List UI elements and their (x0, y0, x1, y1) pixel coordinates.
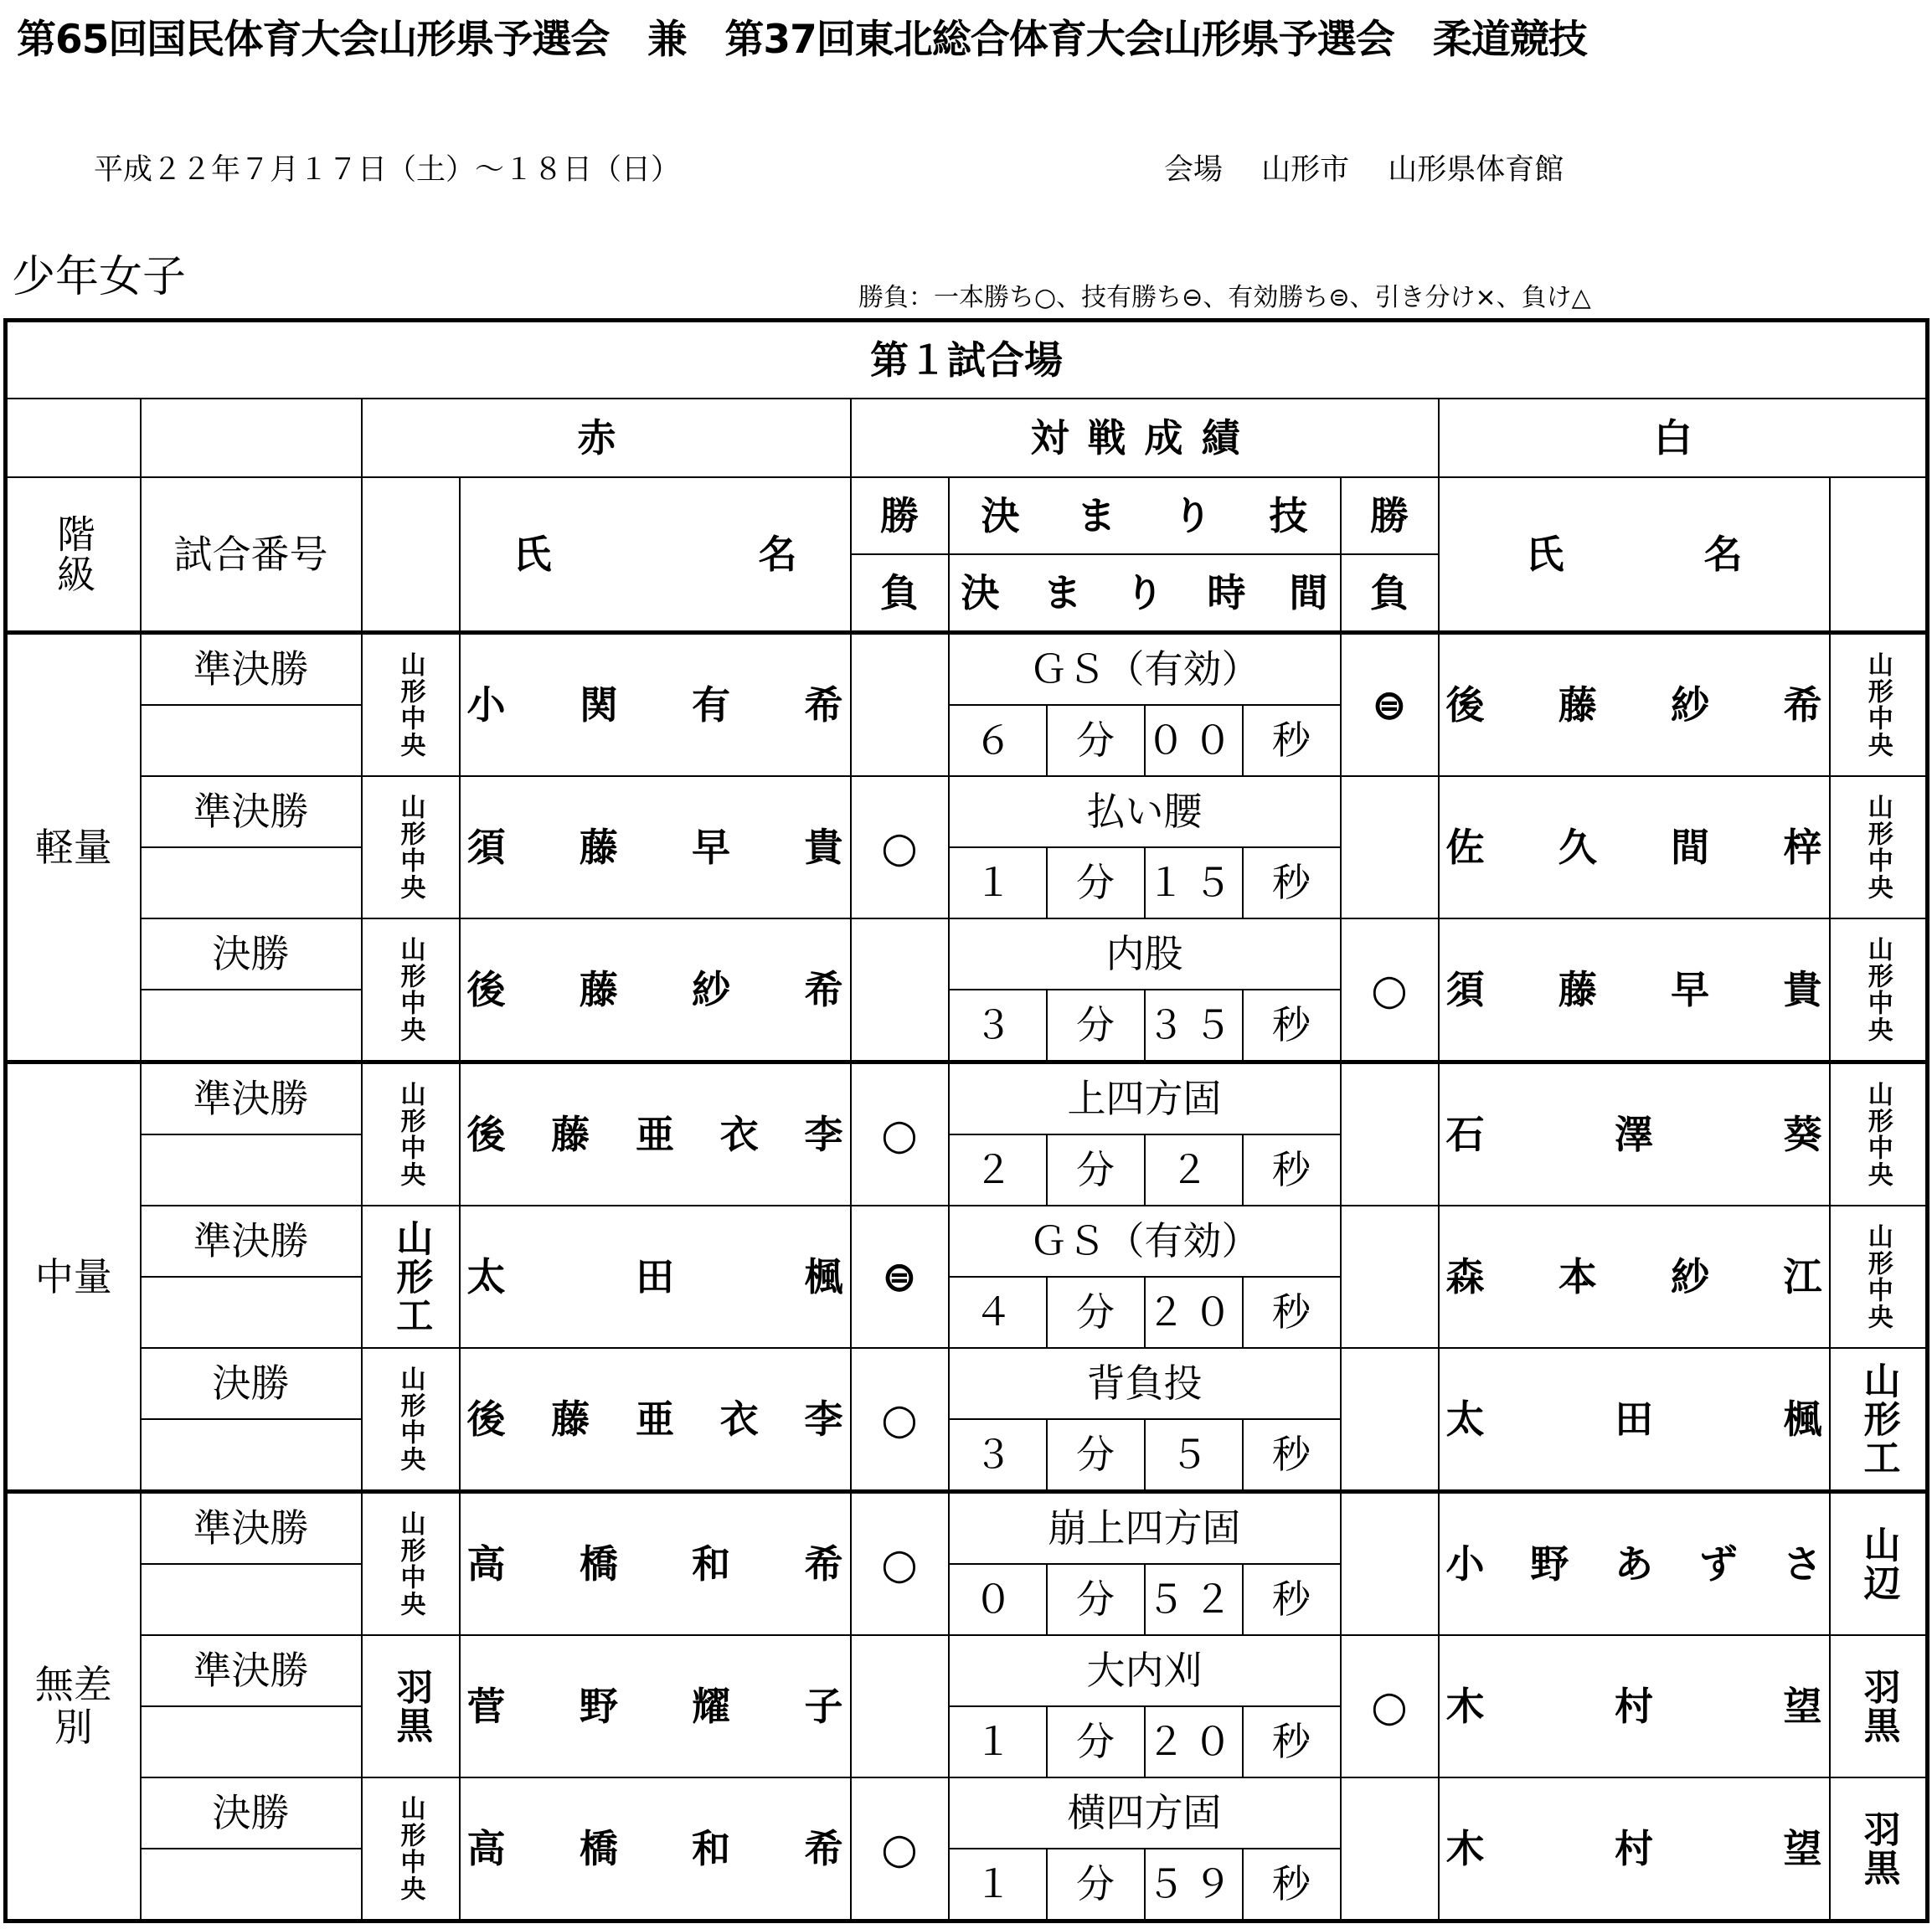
name-char: 間 (1671, 824, 1710, 870)
category-title: 少年女子 (12, 252, 187, 302)
col-red-lose-header: 負 (851, 554, 949, 633)
club-name: 山形中央 (395, 794, 425, 901)
time-sec-unit: 秒 (1243, 990, 1341, 1062)
event-venue: 会場 山形市 山形県体育館 (1164, 153, 1564, 187)
col-white-lose-header: 負 (1341, 554, 1439, 633)
name-char: 木 (1445, 1825, 1485, 1871)
side-red-label: 赤 (362, 399, 851, 477)
time-minutes: ２ (949, 1134, 1047, 1206)
time-min-unit: 分 (1047, 1134, 1145, 1206)
time-min-unit: 分 (1047, 847, 1145, 918)
club-cell (1830, 1635, 1928, 1777)
match-round: 準決勝 (141, 776, 362, 847)
name-char: 後 (466, 1111, 506, 1157)
results-table (3, 318, 1929, 1923)
time-min-unit: 分 (1047, 705, 1145, 776)
match-round-blank (141, 990, 362, 1062)
match-row (6, 1206, 1928, 1277)
name-char: 江 (1783, 1253, 1822, 1299)
col-technique-char: ま (1077, 492, 1116, 538)
blank-cell (6, 399, 141, 477)
time-seconds: １５ (1145, 847, 1243, 918)
time-minutes: ４ (949, 1277, 1047, 1348)
white-result-mark (1341, 776, 1439, 918)
name-char: 楓 (1783, 1396, 1822, 1442)
club-cell (362, 1635, 460, 1777)
red-player-name (460, 1635, 851, 1777)
name-char: 村 (1615, 1683, 1653, 1729)
time-min-unit: 分 (1047, 1277, 1145, 1348)
white-player-name (1439, 1206, 1830, 1348)
name-char: 和 (692, 1541, 731, 1587)
red-player-name (460, 1492, 851, 1636)
red-result-mark: ⊜ (851, 1206, 949, 1348)
club-cell (362, 1206, 460, 1348)
white-player-name (1439, 918, 1830, 1062)
col-red-name-header (460, 477, 851, 633)
court-header-row (6, 321, 1928, 399)
match-row (6, 1348, 1928, 1419)
col-name-char: 名 (758, 531, 797, 577)
red-player-name (460, 1206, 851, 1348)
white-result-mark (1341, 1492, 1439, 1636)
time-min-unit: 分 (1047, 1564, 1145, 1635)
time-sec-unit: 秒 (1243, 705, 1341, 776)
club-cell (362, 1348, 460, 1492)
name-char: 太 (466, 1253, 506, 1299)
name-char: 衣 (719, 1396, 759, 1442)
blank-cell (362, 477, 460, 633)
club-name: 山形中央 (1862, 1081, 1893, 1188)
name-char: 李 (804, 1111, 843, 1157)
name-char: 高 (466, 1541, 506, 1587)
col-name-char: 氏 (513, 531, 552, 577)
time-seconds: ５９ (1145, 1849, 1243, 1921)
name-char: 久 (1558, 824, 1597, 870)
red-player-name (460, 1348, 851, 1492)
name-char: ず (1698, 1541, 1738, 1587)
name-char: 子 (804, 1683, 843, 1729)
match-row (6, 776, 1928, 847)
name-char: 望 (1783, 1825, 1822, 1871)
time-sec-unit: 秒 (1243, 1706, 1341, 1777)
name-char: 太 (1445, 1396, 1485, 1442)
match-round: 準決勝 (141, 1062, 362, 1135)
match-round: 決勝 (141, 1777, 362, 1849)
name-char: 紗 (1671, 682, 1710, 728)
club-cell (1830, 633, 1928, 777)
match-round: 準決勝 (141, 1206, 362, 1277)
white-player-name (1439, 1348, 1830, 1492)
time-min-unit: 分 (1047, 990, 1145, 1062)
name-char: 田 (1615, 1396, 1653, 1442)
weight-class: 中量 (34, 1253, 112, 1299)
name-char: 須 (466, 824, 506, 870)
col-time-char: 決 (961, 569, 1000, 615)
white-player-name (1439, 1777, 1830, 1921)
white-player-name (1439, 633, 1830, 777)
time-sec-unit: 秒 (1243, 1564, 1341, 1635)
name-char: 澤 (1615, 1111, 1653, 1157)
name-char: 本 (1558, 1253, 1597, 1299)
name-char: 希 (1783, 682, 1822, 728)
name-char: あ (1615, 1541, 1653, 1587)
match-round-blank (141, 1419, 362, 1492)
col-technique-char: 決 (981, 492, 1020, 538)
name-char: 希 (804, 1825, 843, 1871)
col-name-char: 氏 (1525, 531, 1564, 577)
club-cell (362, 776, 460, 918)
time-seconds: ２０ (1145, 1706, 1243, 1777)
winning-technique: 崩上四方固 (949, 1492, 1341, 1565)
time-seconds: ３５ (1145, 990, 1243, 1062)
time-min-unit: 分 (1047, 1849, 1145, 1921)
time-sec-unit: 秒 (1243, 847, 1341, 918)
red-player-name (460, 1777, 851, 1921)
name-char: 藤 (1558, 682, 1597, 728)
col-white-win-header: 勝 (1341, 477, 1439, 554)
match-round-blank (141, 1849, 362, 1921)
red-player-name (460, 633, 851, 777)
name-char: 紗 (692, 966, 731, 1012)
blank-cell (1830, 477, 1928, 633)
match-round: 決勝 (141, 918, 362, 990)
red-result-mark: ○ (851, 776, 949, 918)
club-name: 山形中央 (1862, 1223, 1893, 1330)
club-cell (1830, 776, 1928, 918)
name-char: 木 (1445, 1683, 1485, 1729)
club-name: 山形工 (389, 1219, 433, 1335)
club-name: 羽黒 (1857, 1810, 1900, 1887)
club-name: 山形中央 (395, 651, 425, 759)
match-round-blank (141, 1277, 362, 1348)
white-player-name (1439, 1062, 1830, 1206)
red-player-name (460, 776, 851, 918)
winning-technique: 払い腰 (949, 776, 1341, 847)
match-row (6, 918, 1928, 990)
name-char: 亜 (636, 1396, 674, 1442)
time-seconds: ２ (1145, 1134, 1243, 1206)
name-char: 衣 (719, 1111, 759, 1157)
club-cell (362, 918, 460, 1062)
time-minutes: ３ (949, 990, 1047, 1062)
winning-technique: 内股 (949, 918, 1341, 990)
club-name: 山形工 (1857, 1361, 1900, 1477)
page-title: 第65回国民体育大会山形県予選会 兼 第37回東北総合体育大会山形県予選会 柔道競技 (17, 17, 1587, 63)
column-header-row (6, 477, 1928, 554)
time-seconds: ５２ (1145, 1564, 1243, 1635)
time-minutes: １ (949, 1849, 1047, 1921)
col-time-header (949, 554, 1341, 633)
time-seconds: ５ (1145, 1419, 1243, 1492)
blank-cell (141, 399, 362, 477)
name-char: 紗 (1671, 1253, 1710, 1299)
name-char: 早 (1671, 966, 1710, 1012)
col-weight-label: 階級 (51, 514, 97, 594)
club-name: 羽黒 (1857, 1668, 1900, 1745)
club-cell (362, 1062, 460, 1206)
name-char: 須 (1445, 966, 1485, 1012)
name-char: 希 (804, 682, 843, 728)
club-cell (362, 633, 460, 777)
name-char: 小 (466, 682, 506, 728)
name-char: 希 (804, 1541, 843, 1587)
white-player-name (1439, 1635, 1830, 1777)
club-cell (1830, 1348, 1928, 1492)
match-row (6, 633, 1928, 706)
name-char: 藤 (1558, 966, 1597, 1012)
match-round-blank (141, 1564, 362, 1635)
red-result-mark: ○ (851, 1062, 949, 1206)
match-round: 準決勝 (141, 633, 362, 706)
club-cell (1830, 918, 1928, 1062)
col-time-char: ま (1043, 569, 1082, 615)
name-char: 希 (804, 966, 843, 1012)
name-char: 早 (692, 824, 731, 870)
name-char: 後 (466, 1396, 506, 1442)
name-char: 後 (466, 966, 506, 1012)
col-time-char: り (1125, 569, 1164, 615)
club-name: 山形中央 (395, 1795, 425, 1902)
match-row (6, 1062, 1928, 1135)
club-name: 山形中央 (1862, 794, 1893, 901)
name-char: 藤 (551, 1396, 590, 1442)
white-result-mark (1341, 1348, 1439, 1492)
winning-technique: ＧＳ（有効） (949, 633, 1341, 706)
time-minutes: ６ (949, 705, 1047, 776)
club-cell (1830, 1206, 1928, 1348)
club-cell (1830, 1777, 1928, 1921)
col-technique-char: 技 (1269, 492, 1308, 538)
match-row (6, 1777, 1928, 1849)
white-result-mark (1341, 1062, 1439, 1206)
time-sec-unit: 秒 (1243, 1849, 1341, 1921)
match-row (6, 1492, 1928, 1565)
match-round: 準決勝 (141, 1492, 362, 1565)
event-date: 平成２２年７月１７日（土）～１８日（日） (94, 153, 681, 187)
match-round-blank (141, 1134, 362, 1206)
name-char: 貴 (1783, 966, 1822, 1012)
name-char: 関 (579, 682, 618, 728)
side-white-label: 白 (1439, 399, 1928, 477)
name-char: 和 (692, 1825, 731, 1871)
col-weight-header (6, 477, 141, 633)
weight-class-cell (6, 1492, 141, 1921)
name-char: 菅 (466, 1683, 506, 1729)
name-char: 高 (466, 1825, 506, 1871)
club-name: 山辺 (1857, 1525, 1900, 1602)
winning-technique: ＧＳ（有効） (949, 1206, 1341, 1277)
weight-class: 軽量 (34, 824, 112, 870)
col-red-win-header: 勝 (851, 477, 949, 554)
court-label: 第１試合場 (6, 321, 1928, 399)
red-result-mark (851, 633, 949, 777)
name-char: 佐 (1445, 824, 1485, 870)
name-char: 森 (1445, 1253, 1485, 1299)
name-char: 野 (579, 1683, 618, 1729)
white-player-name (1439, 1492, 1830, 1636)
time-minutes: １ (949, 1706, 1047, 1777)
name-char: 野 (1530, 1541, 1569, 1587)
white-result-mark (1341, 1206, 1439, 1348)
red-result-mark (851, 918, 949, 1062)
time-sec-unit: 秒 (1243, 1277, 1341, 1348)
winning-technique: 背負投 (949, 1348, 1341, 1419)
name-char: 村 (1615, 1825, 1653, 1871)
name-char: さ (1783, 1541, 1822, 1587)
club-name: 山形中央 (395, 1081, 425, 1188)
winning-technique: 上四方固 (949, 1062, 1341, 1135)
red-result-mark: ○ (851, 1348, 949, 1492)
red-result-mark: ○ (851, 1777, 949, 1921)
time-sec-unit: 秒 (1243, 1134, 1341, 1206)
name-char: 耀 (692, 1683, 731, 1729)
name-char: 貴 (804, 824, 843, 870)
time-minutes: １ (949, 847, 1047, 918)
name-char: 楓 (804, 1253, 843, 1299)
club-cell (1830, 1492, 1928, 1636)
name-char: 石 (1445, 1111, 1485, 1157)
name-char: 小 (1445, 1541, 1485, 1587)
red-result-mark (851, 1635, 949, 1777)
name-char: 藤 (579, 966, 618, 1012)
white-result-mark (1341, 1777, 1439, 1921)
winning-technique: 大内刈 (949, 1635, 1341, 1706)
name-char: 李 (804, 1396, 843, 1442)
club-cell (362, 1492, 460, 1636)
time-minutes: ０ (949, 1564, 1047, 1635)
col-technique-char: り (1172, 492, 1212, 538)
name-char: 藤 (579, 824, 618, 870)
red-player-name (460, 918, 851, 1062)
match-round-blank (141, 705, 362, 776)
match-row (6, 1635, 1928, 1706)
weight-class: 無差別 (34, 1662, 112, 1750)
name-char: 田 (636, 1253, 674, 1299)
red-player-name (460, 1062, 851, 1206)
club-name: 山形中央 (1862, 936, 1893, 1043)
club-name: 山形中央 (395, 1366, 425, 1473)
results-label: 対戦成績 (851, 399, 1439, 477)
match-round-blank (141, 1706, 362, 1777)
match-round-blank (141, 847, 362, 918)
club-name: 山形中央 (395, 1510, 425, 1618)
weight-class-cell (6, 633, 141, 1062)
time-min-unit: 分 (1047, 1419, 1145, 1492)
white-player-name (1439, 776, 1830, 918)
name-char: 橋 (579, 1541, 618, 1587)
col-time-char: 時 (1207, 569, 1246, 615)
name-char: 亜 (636, 1111, 674, 1157)
name-char: 後 (1445, 682, 1485, 728)
name-char: 橋 (579, 1825, 618, 1871)
time-minutes: ３ (949, 1419, 1047, 1492)
club-name: 羽黒 (389, 1668, 433, 1745)
white-result-mark: ○ (1341, 1635, 1439, 1777)
weight-class-cell (6, 1062, 141, 1492)
col-time-char: 間 (1289, 569, 1328, 615)
time-seconds: ２０ (1145, 1277, 1243, 1348)
match-round: 決勝 (141, 1348, 362, 1419)
col-match-header: 試合番号 (141, 477, 362, 633)
name-char: 梓 (1783, 824, 1822, 870)
match-round: 準決勝 (141, 1635, 362, 1706)
col-name-char: 名 (1703, 531, 1743, 577)
time-sec-unit: 秒 (1243, 1419, 1341, 1492)
club-name: 山形中央 (1862, 651, 1893, 759)
white-result-mark: ○ (1341, 918, 1439, 1062)
name-char: 藤 (551, 1111, 590, 1157)
name-char: 葵 (1783, 1111, 1822, 1157)
red-result-mark: ○ (851, 1492, 949, 1636)
time-min-unit: 分 (1047, 1706, 1145, 1777)
winning-technique: 横四方固 (949, 1777, 1341, 1849)
white-result-mark: ⊜ (1341, 633, 1439, 777)
col-white-name-header (1439, 477, 1830, 633)
club-name: 山形中央 (395, 936, 425, 1043)
club-cell (362, 1777, 460, 1921)
result-legend: 勝負：一本勝ち○、技有勝ち⊖、有効勝ち⊜、引き分け×、負け△ (858, 283, 1591, 312)
name-char: 望 (1783, 1683, 1822, 1729)
side-header-row (6, 399, 1928, 477)
club-cell (1830, 1062, 1928, 1206)
col-technique-header (949, 477, 1341, 554)
time-seconds: ００ (1145, 705, 1243, 776)
name-char: 有 (692, 682, 731, 728)
